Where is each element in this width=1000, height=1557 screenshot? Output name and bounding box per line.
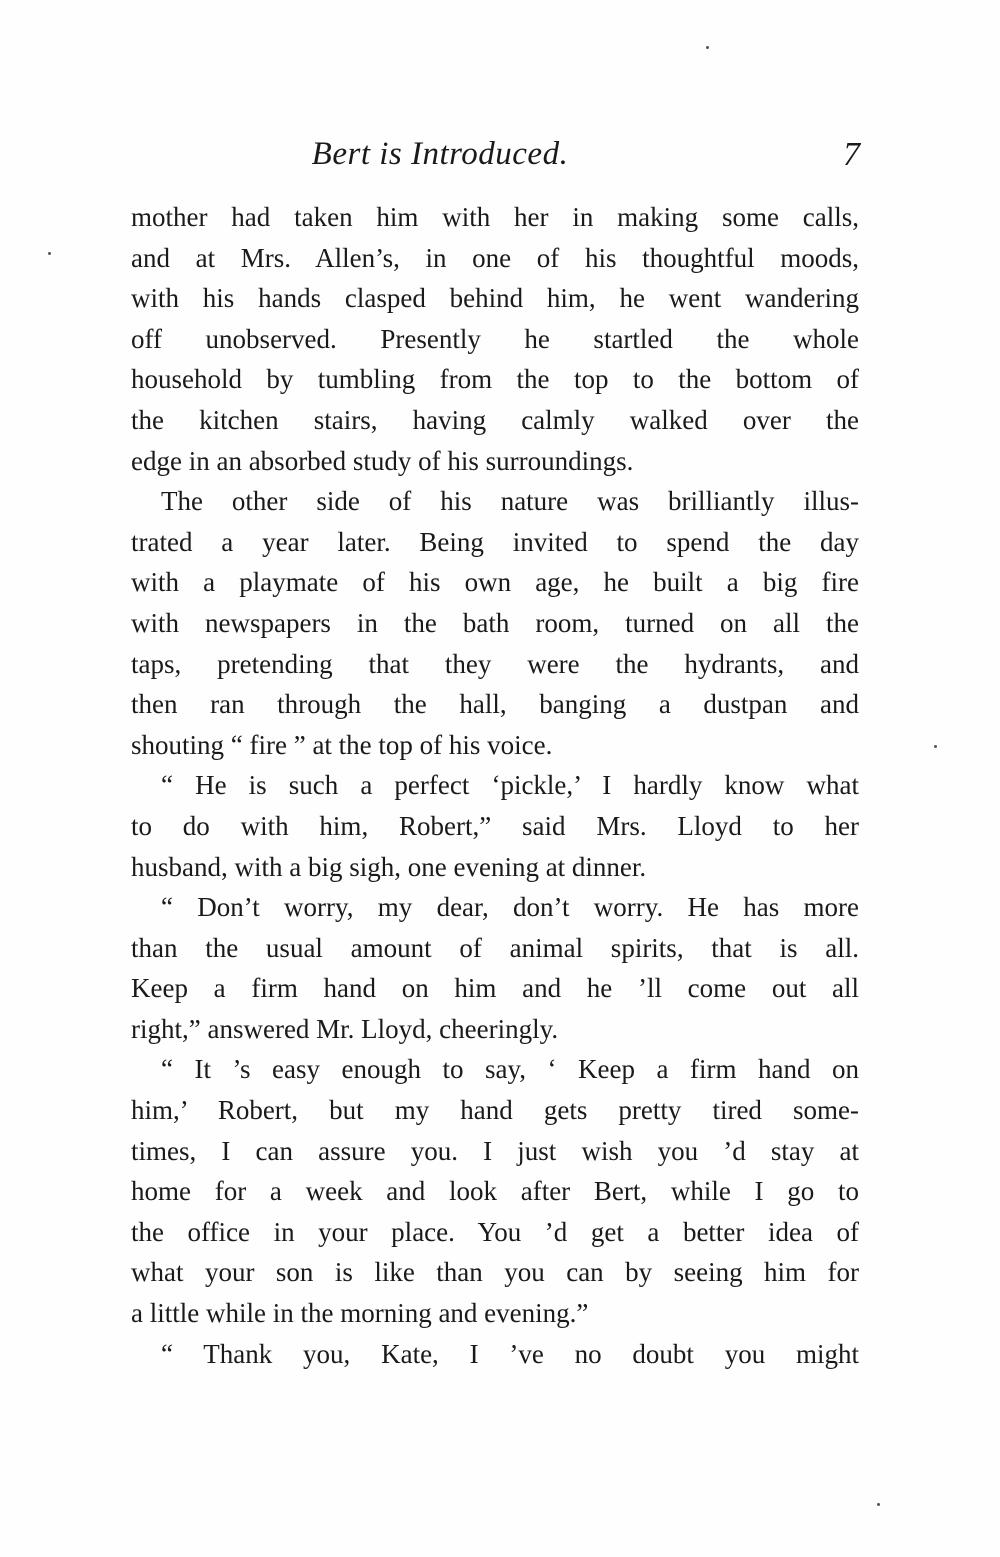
text-line: edge in an absorbed study of his surroundings. [131,445,634,476]
text-line: The other side of his nature was brilliantly illus- [161,486,859,517]
text-line: household by tumbling from the top to the bottom of [131,364,859,395]
text-line: taps, pretending that they were the hydrants, and [131,648,859,679]
text-line: with his hands clasped behind him, he went wandering [131,283,859,314]
text-line: home for a week and look after Bert, while I go to [131,1176,859,1207]
text-line: the kitchen stairs, having calmly walked over the [131,404,859,435]
paper-speck [48,252,51,255]
text-line: times, I can assure you. I just wish you ’d stay at [131,1135,859,1166]
text-line: Keep a firm hand on him and he ’ll come out all [131,973,859,1004]
text-line: mother had taken him with her in making some calls, [131,202,859,232]
text-line: with a playmate of his own age, he built a big fire [131,567,859,598]
text-line: “ Thank you, Kate, I ’ve no doubt you might [161,1338,859,1369]
body-text [131,197,859,1374]
text-line: shouting “ fire ” at the top of his voice. [131,729,553,760]
text-line: trated a year later. Being invited to spend the day [131,526,859,557]
paper-speck [706,46,709,49]
running-title: Bert is Introduced. [311,136,569,172]
text-line: than the usual amount of animal spirits, that is all. [131,932,859,963]
text-line: him,’ Robert, but my hand gets pretty tired some- [131,1095,859,1126]
text-line: then ran through the hall, banging a dustpan and [131,689,859,720]
page-number: 7 [843,136,860,173]
text-line: a little while in the morning and evening.” [131,1298,589,1329]
running-header [130,136,860,180]
text-line: what your son is like than you can by seeing him for [131,1257,859,1288]
text-line: “ Don’t worry, my dear, don’t worry. He has more [161,892,859,923]
text-line: right,” answered Mr. Lloyd, cheeringly. [131,1013,559,1044]
text-line: the office in your place. You ’d get a better idea of [131,1216,859,1247]
text-line: husband, with a big sigh, one evening at dinner. [131,851,647,882]
text-line: and at Mrs. Allen’s, in one of his thoughtful moods, [131,242,859,273]
text-line: “ He is such a perfect ‘pickle,’ I hardly know what [161,770,859,801]
text-line: with newspapers in the bath room, turned on all the [131,607,859,638]
paper-speck [934,745,937,748]
text-line: off unobserved. Presently he startled the whole [131,323,859,354]
text-line: to do with him, Robert,” said Mrs. Lloyd to her [131,810,859,841]
paper-speck [877,1503,880,1506]
text-line: “ It ’s easy enough to say, ‘ Keep a firm hand on [161,1054,859,1085]
